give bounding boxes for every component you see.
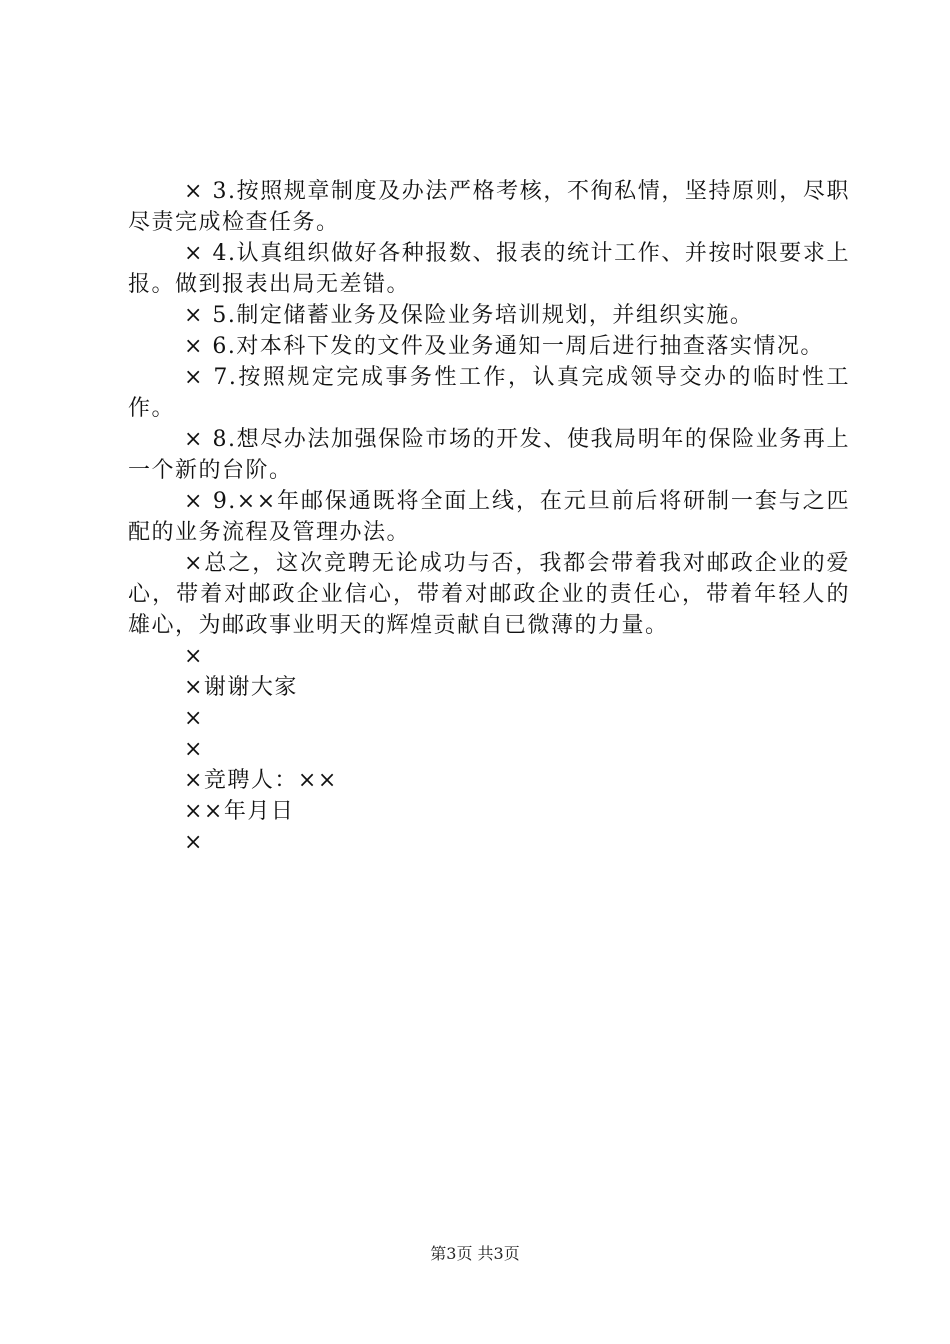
paragraph-item-3: × 3.按照规章制度及办法严格考核，不徇私情，坚持原则，尽职尽责完成检查任务。 <box>128 179 850 235</box>
page-number-footer: 第3页 共3页 <box>430 1244 520 1263</box>
placeholder-line: × <box>184 737 204 762</box>
placeholder-line: × <box>184 644 204 669</box>
signature-line: ×竞聘人：×× <box>184 768 338 793</box>
paragraph-item-4: × 4.认真组织做好各种报数、报表的统计工作、并按时限要求上报。做到报表出局无差错。 <box>128 241 850 297</box>
document-body <box>128 176 850 858</box>
date-line: ××年月日 <box>184 799 295 824</box>
placeholder-line: × <box>184 830 204 855</box>
thanks-line: ×谢谢大家 <box>184 675 298 700</box>
placeholder-line: × <box>184 706 204 731</box>
paragraph-item-7: × 7.按照规定完成事务性工作，认真完成领导交办的临时性工作。 <box>128 365 850 421</box>
paragraph-item-6: × 6.对本科下发的文件及业务通知一周后进行抽查落实情况。 <box>184 334 824 359</box>
paragraph-item-8: × 8.想尽办法加强保险市场的开发、使我局明年的保险业务再上一个新的台阶。 <box>128 427 850 483</box>
paragraph-item-9: × 9.××年邮保通既将全面上线，在元旦前后将研制一套与之匹配的业务流程及管理办法。 <box>128 489 850 545</box>
paragraph-item-5: × 5.制定储蓄业务及保险业务培训规划，并组织实施。 <box>184 303 754 328</box>
paragraph-conclusion: ×总之，这次竞聘无论成功与否，我都会带着我对邮政企业的爱心，带着对邮政企业信心，带着对邮政企业的责任心，带着年轻人的雄心，为邮政事业明天的辉煌贡献自已微薄的力量。 <box>128 551 850 638</box>
